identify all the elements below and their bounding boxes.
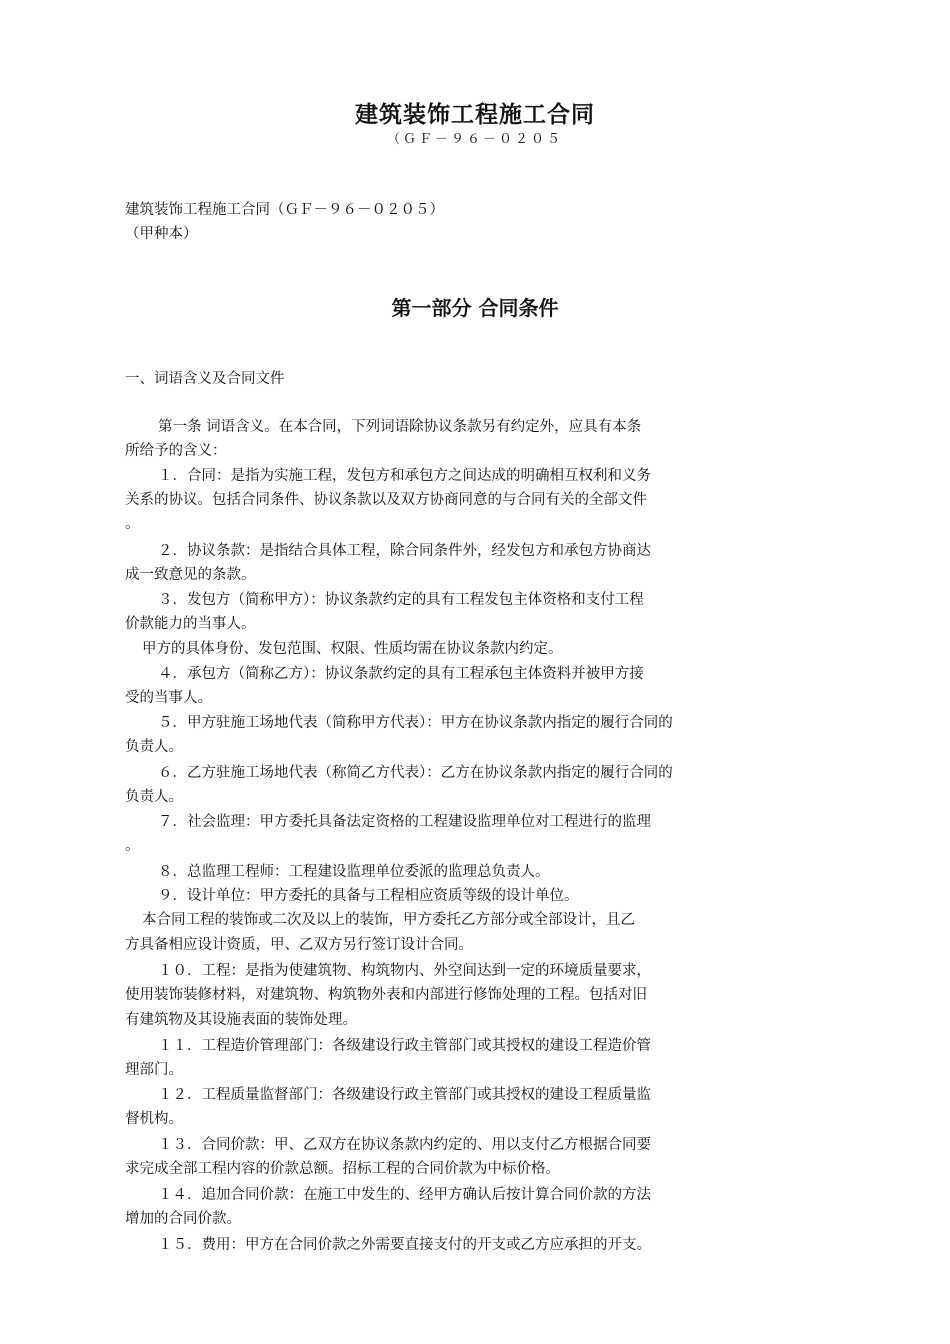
header-line: 建筑装饰工程施工合同（ＧＦ－９６－０２０５） [125,202,444,218]
body-line: ８．总监理工程师：工程建设监理单位委派的监理总负责人。 [158,864,550,880]
body-line: １２．工程质量监督部门：各级建设行政主管部门或其授权的建设工程质量监 [158,1087,651,1103]
body-line: 受的当事人。 [125,690,212,706]
part-title: 第一部分 合同条件 [391,296,559,320]
body-line: 第一条 词语含义。在本合同，下列词语除协议条款另有约定外，应具有本条 [158,419,642,435]
body-line: 督机构。 [125,1111,183,1127]
body-line: 求完成全部工程内容的价款总额。招标工程的合同价款为中标价格。 [125,1161,560,1177]
document-title: 建筑装饰工程施工合同 [355,102,595,128]
body-line: １４．追加合同价款：在施工中发生的、经甲方确认后按计算合同价款的方法 [158,1187,651,1203]
body-line: 负责人。 [125,789,183,805]
body-line: 负责人。 [125,739,183,755]
body-line: ２．协议条款：是指结合具体工程，除合同条件外，经发包方和承包方协商达 [158,543,651,559]
body-line: 本合同工程的装饰或二次及以上的装饰，甲方委托乙方部分或全部设计，且乙 [142,912,635,928]
body-line: １．合同：是指为实施工程，发包方和承包方之间达成的明确相互权利和义务 [158,468,651,484]
body-line: 增加的合同价款。 [125,1211,241,1227]
body-line: ３．发包方（简称甲方）：协议条款约定的具有工程发包主体资格和支付工程 [158,592,644,608]
body-line: ６．乙方驻施工场地代表（称简乙方代表）：乙方在协议条款内指定的履行合同的 [158,765,673,781]
body-line: 成一致意见的条款。 [125,567,256,583]
section-heading: 一、词语含义及合同文件 [125,371,285,387]
body-line: １０．工程：是指为使建筑物、构筑物内、外空间达到一定的环境质量要求， [158,963,651,979]
body-line: ４．承包方（简称乙方）：协议条款约定的具有工程承包主体资料并被甲方接 [158,666,644,682]
body-line: ９．设计单位：甲方委托的具备与工程相应资质等级的设计单位。 [158,888,579,904]
body-line: 理部门。 [125,1062,183,1078]
body-line: 关系的协议。包括合同条件、协议条款以及双方协商同意的与合同有关的全部文件 [125,492,647,508]
body-line: 。 [125,516,140,532]
body-line: 使用装饰装修材料，对建筑物、构筑物外表和内部进行修饰处理的工程。包括对旧 [125,987,647,1003]
body-line: 甲方的具体身份、发包范围、权限、性质均需在协议条款内约定。 [142,641,563,657]
body-line: 有建筑物及其设施表面的装饰处理。 [125,1012,357,1028]
version-label: （甲种本） [125,226,198,242]
body-line: １３．合同价款：甲、乙双方在协议条款内约定的、用以支付乙方根据合同要 [158,1137,651,1153]
body-line: １１．工程造价管理部门：各级建设行政主管部门或其授权的建设工程造价管 [158,1038,651,1054]
body-line: 方具备相应设计资质，甲、乙双方另行签订设计合同。 [125,937,473,953]
body-line: 所给予的含义： [125,443,227,459]
body-line: 。 [125,838,140,854]
document-code: （ＧＦ－９６－０２０５ [386,132,563,147]
body-line: ７．社会监理：甲方委托具备法定资格的工程建设监理单位对工程进行的监理 [158,814,651,830]
body-line: ５．甲方驻施工场地代表（简称甲方代表）：甲方在协议条款内指定的履行合同的 [158,715,673,731]
body-line: １５．费用：甲方在合同价款之外需要直接支付的开支或乙方应承担的开支。 [158,1237,651,1253]
body-line: 价款能力的当事人。 [125,616,256,632]
